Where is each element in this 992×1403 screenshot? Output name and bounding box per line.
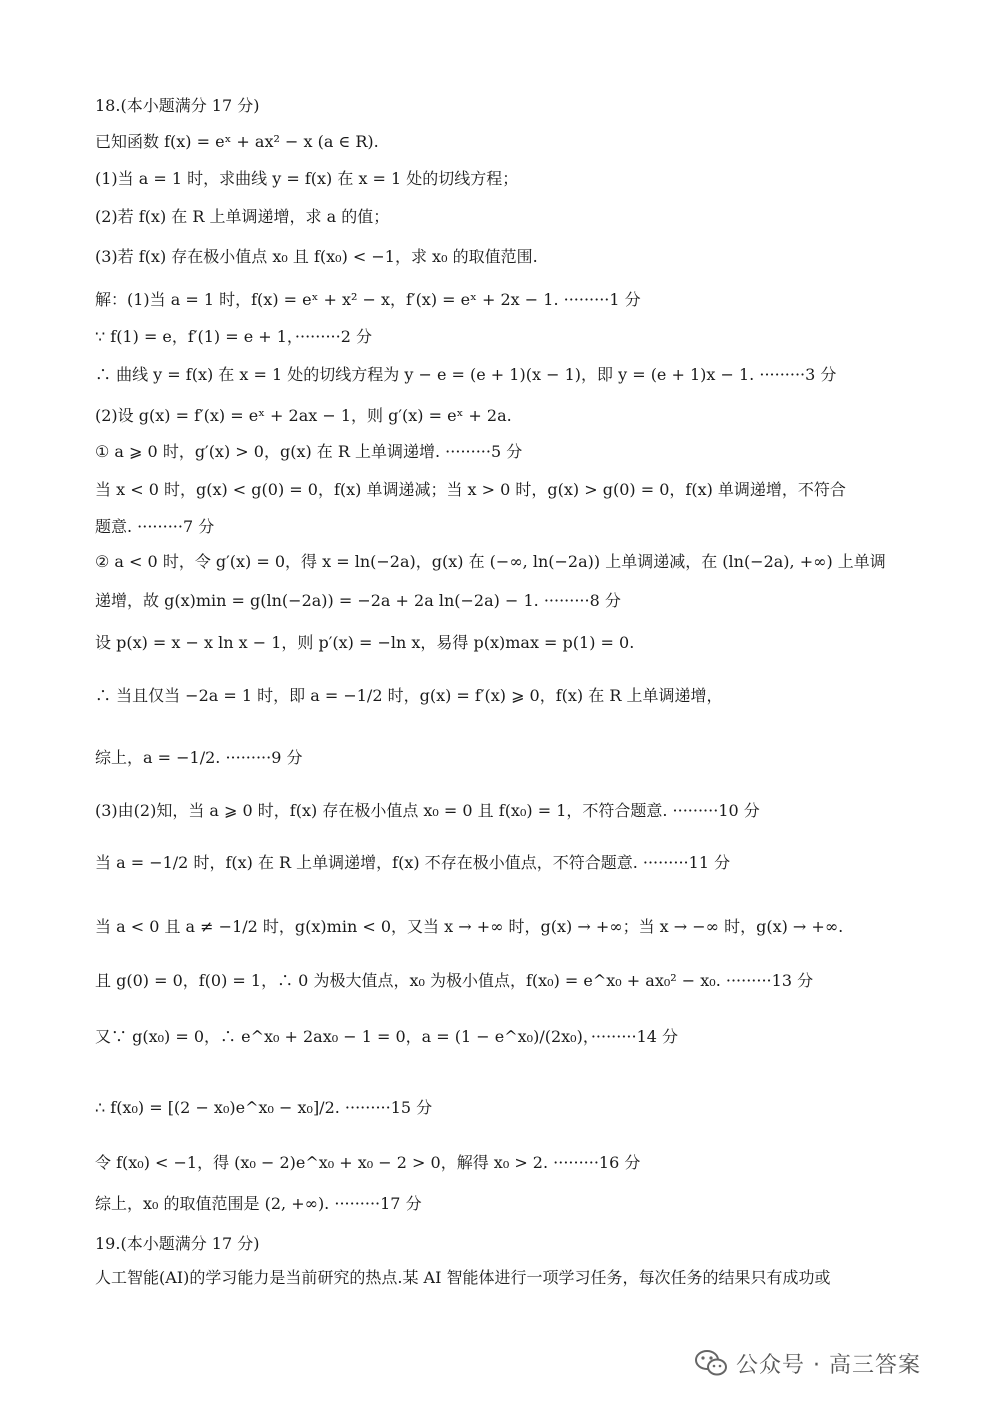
problem18-q2: (2)若 f(x) 在 R 上单调递增，求 a 的值；	[95, 207, 390, 226]
solution-line-4: (2)设 g(x) = f′(x) = eˣ + 2ax − 1，则 g′(x) = eˣ + 2a.	[95, 406, 512, 425]
solution-line-13: (3)由(2)知，当 a ⩾ 0 时，f(x) 存在极小值点 x₀ = 0 且 f(x₀) = 1，不符合题意. ·········10 分	[95, 801, 760, 820]
solution-line-15: 当 a < 0 且 a ≠ −1/2 时，g(x)min < 0，又当 x → +∞ 时，g(x) → +∞；当 x → −∞ 时，g(x) → +∞.	[95, 917, 844, 936]
wechat-icon	[694, 1348, 728, 1378]
problem18-statement: 已知函数 f(x) = eˣ + ax² − x (a ∈ R).	[95, 132, 379, 151]
watermark	[694, 1346, 921, 1380]
solution-line-16: 且 g(0) = 0，f(0) = 1，∴ 0 为极大值点，x₀ 为极小值点，f(x₀) = e^x₀ + ax₀² − x₀. ·········13 分	[95, 971, 814, 990]
solution-line-20: 综上，x₀ 的取值范围是 (2, +∞). ·········17 分	[95, 1194, 422, 1213]
solution-line-7: 题意. ·········7 分	[95, 517, 215, 536]
solution-line-9: 递增，故 g(x)min = g(ln(−2a)) = −2a + 2a ln(−2a) − 1. ·········8 分	[95, 591, 621, 610]
solution-line-5: ① a ⩾ 0 时，g′(x) > 0，g(x) 在 R 上单调递增. ·········5 分	[95, 442, 523, 461]
solution-line-6: 当 x < 0 时，g(x) < g(0) = 0，f(x) 单调递减；当 x > 0 时，g(x) > g(0) = 0，f(x) 单调递增，不符合	[95, 480, 846, 499]
watermark-text: 公众号 · 高三答案	[736, 1352, 921, 1378]
solution-line-1: 解：(1)当 a = 1 时，f(x) = eˣ + x² − x，f′(x) = eˣ + 2x − 1. ·········1 分	[95, 290, 641, 309]
problem18-q3: (3)若 f(x) 存在极小值点 x₀ 且 f(x₀) < −1，求 x₀ 的取值范围.	[95, 247, 538, 266]
solution-line-12: 综上，a = −1/2. ·········9 分	[95, 748, 303, 767]
problem18-q1: (1)当 a = 1 时，求曲线 y = f(x) 在 x = 1 处的切线方程；	[95, 169, 519, 188]
solution-line-19: 令 f(x₀) < −1，得 (x₀ − 2)e^x₀ + x₀ − 2 > 0，解得 x₀ > 2. ·········16 分	[95, 1153, 641, 1172]
solution-line-14: 当 a = −1/2 时，f(x) 在 R 上单调递增，f(x) 不存在极小值点，不符合题意. ·········11 分	[95, 853, 731, 872]
problem18-header: 18.(本小题满分 17 分)	[95, 96, 260, 115]
problem19-header: 19.(本小题满分 17 分)	[95, 1234, 260, 1253]
solution-line-18: ∴ f(x₀) = [(2 − x₀)e^x₀ − x₀]/2. ·········15 分	[95, 1098, 433, 1117]
solution-line-8: ② a < 0 时，令 g′(x) = 0，得 x = ln(−2a)，g(x) 在 (−∞, ln(−2a)) 上单调递减，在 (ln(−2a), +∞) 上单调	[95, 552, 886, 571]
solution-line-2: ∵ f(1) = e，f′(1) = e + 1，·········2 分	[95, 327, 372, 346]
solution-line-11: ∴ 当且仅当 −2a = 1 时，即 a = −1/2 时，g(x) = f′(x) ⩾ 0，f(x) 在 R 上单调递增，	[95, 686, 723, 705]
solution-line-17: 又∵ g(x₀) = 0，∴ e^x₀ + 2ax₀ − 1 = 0，a = (1 − e^x₀)/(2x₀)，·········14 分	[95, 1027, 679, 1046]
solution-line-10: 设 p(x) = x − x ln x − 1，则 p′(x) = −ln x，易得 p(x)max = p(1) = 0.	[95, 633, 635, 652]
solution-line-3: ∴ 曲线 y = f(x) 在 x = 1 处的切线方程为 y − e = (e + 1)(x − 1)，即 y = (e + 1)x − 1. ·········3 分	[95, 365, 837, 384]
problem19-text: 人工智能(AI)的学习能力是当前研究的热点.某 AI 智能体进行一项学习任务，每次任务的结果只有成功或	[95, 1268, 831, 1287]
